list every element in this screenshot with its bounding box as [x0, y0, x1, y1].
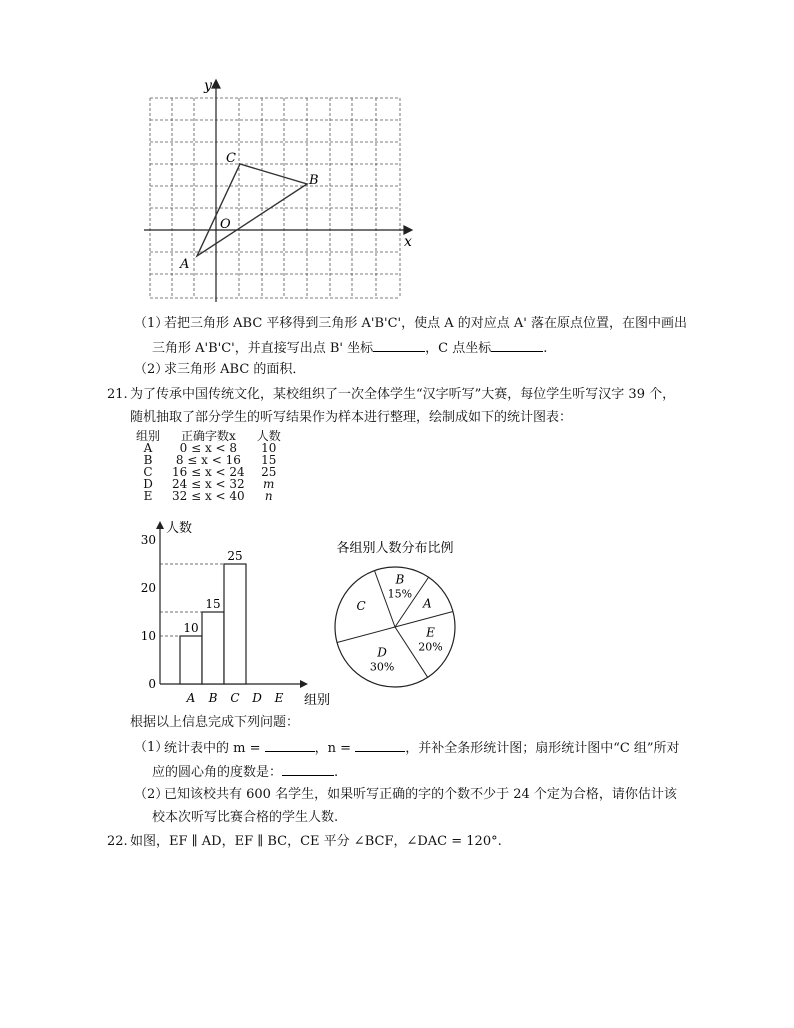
coordinate-grid-figure: [140, 78, 420, 308]
point-c-label: C: [226, 151, 236, 166]
q20-part1-number: （1）: [134, 316, 169, 331]
q21-sub1-number: （1）: [134, 740, 169, 755]
bar-chart-y-arrow: [156, 521, 164, 529]
bar-chart-data-label: 15: [205, 597, 221, 611]
q22-number: 22.: [107, 834, 128, 849]
q21-sub1-b: ，n =: [314, 741, 352, 756]
q20-part1-line2-c: .: [543, 341, 548, 356]
bar-chart-y-label: 人数: [166, 521, 193, 536]
pie-slice-label: C: [356, 598, 366, 613]
table-cell: A: [143, 441, 153, 455]
point-b-label: B: [309, 173, 319, 188]
q20-part2-text: 求三角形 ABC 的面积．: [164, 362, 306, 377]
origin-label: O: [220, 217, 231, 232]
table-cell: C: [143, 465, 153, 479]
table-cell: 8 ≤ x < 16: [175, 453, 241, 467]
table-row: [130, 490, 287, 502]
table-cell: B: [143, 453, 153, 467]
bar-chart-y-tick: 10: [140, 629, 156, 643]
table-cell: 25: [261, 465, 277, 479]
answer-blank-c-coord[interactable]: [491, 340, 543, 352]
q21-sub1-line2-a: 应的圆心角的度数是：: [152, 765, 283, 780]
q21-sub1-c: ，并补全条形统计图；扇形统计图中“C 组”所对: [405, 741, 680, 756]
point-a-label: A: [180, 257, 190, 272]
q21-sub1-line2: [152, 764, 338, 781]
q21-sub2-line2: 校本次听写比赛合格的学生人数.: [152, 810, 339, 825]
bar-chart-y-tick: 0: [148, 677, 156, 691]
bar-chart-x-label: 组别: [304, 693, 331, 708]
bar-chart-data-label: 25: [227, 549, 243, 563]
bar-chart-category-label: D: [252, 691, 262, 705]
table-cell: 15: [261, 453, 277, 467]
q21-sub2-line1: 已知该校共有 600 名学生，如果听写正确的字的个数不少于 24 个定为合格，请你估计该: [164, 787, 677, 802]
pie-slice-percent: 30%: [369, 660, 395, 674]
q21-sub1-a: 统计表中的 m =: [164, 741, 261, 756]
q20-part1-line2: [152, 340, 547, 357]
q21-line1: 为了传承中国传统文化，某校组织了一次全体学生“汉字听写”大赛，每位学生听写汉字 39 个，: [130, 387, 676, 402]
pie-slice-label: D: [377, 645, 387, 660]
triangle-abc: [197, 164, 307, 256]
bar-chart-bar: [180, 636, 202, 684]
q21-number: 21.: [107, 387, 128, 402]
q21-sub2-number: （2）: [134, 787, 169, 802]
bar-chart-x-arrow: [300, 680, 308, 688]
bar-chart-category-label: E: [274, 691, 284, 705]
table-cell: 0 ≤ x < 8: [179, 441, 238, 455]
pie-slice-label: B: [395, 572, 405, 587]
bar-chart-category-label: C: [230, 691, 240, 705]
pie-slice-percent: 20%: [418, 640, 443, 654]
q21-sub1-line1: [164, 740, 680, 757]
table-cell: m: [263, 477, 275, 491]
bar-chart-bar: [224, 564, 246, 684]
q21-sub1-line2-b: .: [334, 765, 339, 780]
table-cell: 16 ≤ x < 24: [172, 465, 245, 479]
bar-chart-category-label: A: [186, 691, 196, 705]
q20-part2-number: （2）: [134, 362, 169, 377]
answer-blank-b-prime[interactable]: [373, 340, 425, 352]
bar-chart-category-label: B: [208, 691, 218, 705]
bar-chart-y-tick: 20: [140, 581, 156, 595]
bar-chart-data-label: 10: [183, 621, 199, 635]
table-cell: n: [264, 489, 273, 503]
q20-part1-line1: 若把三角形 ABC 平移得到三角形 A'B'C'，使点 A 的对应点 A' 落在原点位置，在图中画出: [164, 316, 688, 331]
pie-slice-percent: 15%: [387, 587, 413, 601]
bar-chart: [130, 518, 340, 708]
table-cell: 32 ≤ x < 40: [172, 489, 245, 503]
q21-after-text: 根据以上信息完成下列问题：: [130, 715, 300, 730]
x-axis-arrow: [404, 226, 412, 234]
table-cell: E: [143, 489, 153, 503]
x-axis-label: x: [404, 234, 412, 250]
q21-line2: 随机抽取了部分学生的听写结果作为样本进行整理，绘制成如下的统计图表：: [130, 410, 573, 425]
table-header-cell: 正确字数x: [180, 429, 236, 443]
pie-chart: [328, 535, 468, 695]
y-axis-arrow: [212, 80, 220, 88]
bar-chart-y-tick: 30: [140, 533, 156, 547]
pie-slice-label: A: [423, 596, 432, 611]
q20-part1-line2-b: ，C 点坐标: [425, 341, 492, 356]
table-header-cell: 组别: [136, 429, 161, 443]
statistics-table: [130, 430, 287, 502]
table-cell: 24 ≤ x < 32: [172, 477, 245, 491]
q22-text: 如图，EF ∥ AD，EF ∥ BC，CE 平分 ∠BCF，∠DAC = 120°.: [130, 834, 502, 849]
table-cell: 10: [261, 441, 277, 455]
table-header-cell: 人数: [256, 429, 281, 443]
answer-blank-angle[interactable]: [282, 764, 334, 776]
pie-chart-title: 各组别人数分布比例: [336, 541, 454, 556]
answer-blank-m[interactable]: [265, 740, 315, 752]
table-cell: D: [143, 477, 153, 491]
pie-slice-label: E: [426, 625, 435, 640]
q20-part1-line2-a: 三角形 A'B'C'，并直接写出点 B' 坐标: [152, 341, 374, 356]
bar-chart-bar: [202, 612, 224, 684]
answer-blank-n[interactable]: [355, 740, 405, 752]
y-axis-label: y: [204, 78, 212, 94]
